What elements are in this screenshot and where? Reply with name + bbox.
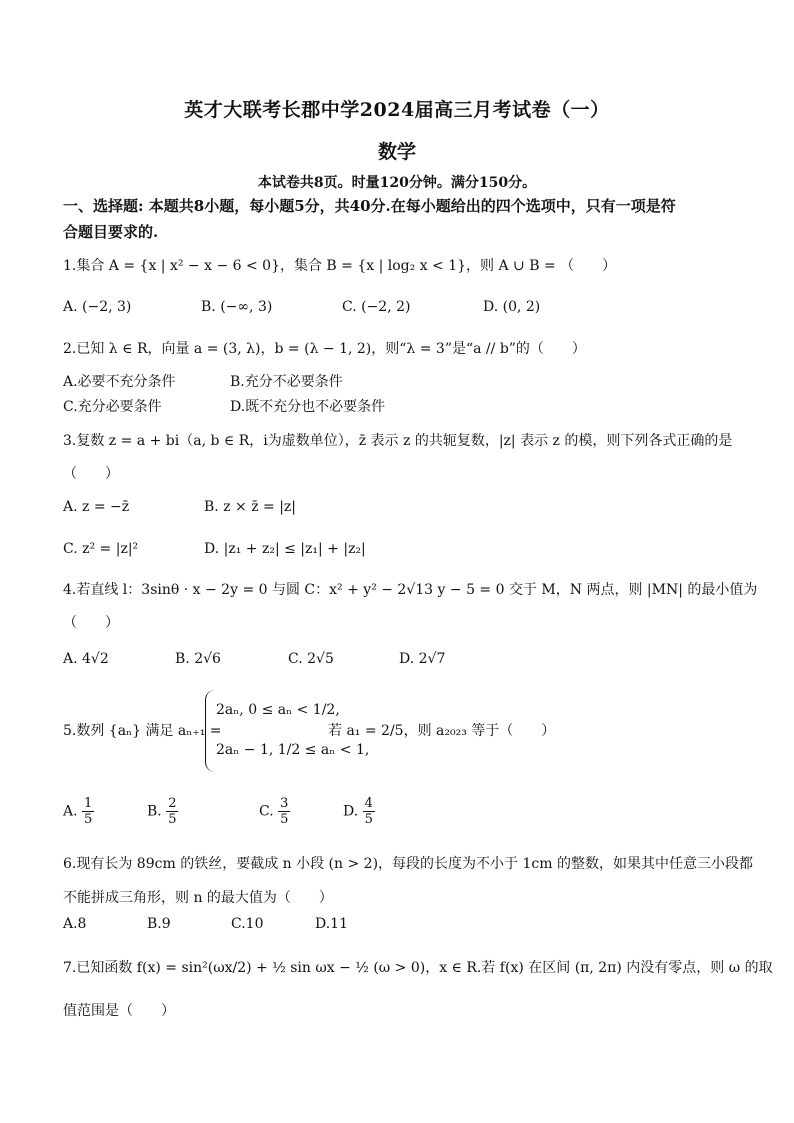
exam-title: 英才大联考长郡中学2024届高三月考试卷（一） [184,99,610,121]
q5-option-b-fraction: $\frac{2}{5}$ [168,796,177,827]
q3-option-c: C. z² = |z|² [63,541,139,557]
q5-option-a-fraction: $\frac{1}{5}$ [84,796,93,827]
q6-option-d: D.11 [315,916,348,932]
exam-info: 本试卷共8页。时量120分钟。满分150分。 [257,175,537,191]
q4-option-a: A. 4√2 [63,651,109,667]
q1-option-d: D. (0, 2) [483,299,541,315]
q1-option-c: C. (−2, 2) [342,299,411,315]
q4-option-c: C. 2√5 [288,651,334,667]
q5-case2: 2aₙ − 1, 1/2 ≤ aₙ < 1, [216,742,370,758]
q5-option-b: B. $\frac{2}{5}$ [147,796,177,827]
q7-stem-line2: 值范围是（ ） [63,1003,175,1019]
q3-stem-line1: 3.复数 z = a + bi（a, b ∈ R，i为虚数单位），z̄ 表示 z 的共轭复数，|z| 表示 z 的模，则下列各式正确的是 [63,433,733,449]
q3-option-d: D. |z₁ + z₂| ≤ |z₁| + |z₂| [204,541,366,557]
q7-stem-line1: 7.已知函数 f(x) = sin²(ωx/2) + ½ sin ωx − ½ (ω > 0)，x ∈ R.若 f(x) 在区间 (π, 2π) 内没有零点，则 ω 的取 [63,960,773,976]
q2-option-b: B.充分不必要条件 [230,374,343,390]
q6-option-b: B.9 [147,916,171,932]
q2-option-a: A.必要不充分条件 [63,374,176,390]
q2-stem: 2.已知 λ ∈ R，向量 a = (3, λ)，b = (λ − 1, 2)，则“λ = 3”是“a // b”的（ ） [63,341,586,357]
q2-option-d: D.既不充分也不必要条件 [230,399,386,415]
q5-option-a: A. $\frac{1}{5}$ [63,796,93,827]
q4-stem-line2: （ ） [63,615,119,631]
q5-option-d-fraction: $\frac{4}{5}$ [364,796,373,827]
q5-case1: 2aₙ, 0 ≤ aₙ < 1/2, [216,702,340,718]
section-heading-line2: 合题目要求的. [63,223,159,241]
q4-option-b: B. 2√6 [175,651,221,667]
q6-option-c: C.10 [231,916,264,932]
q5-option-c: C. $\frac{3}{5}$ [259,796,289,827]
q2-option-c: C.充分必要条件 [63,399,162,415]
q1-stem: 1.集合 A = {x | x² − x − 6 < 0}，集合 B = {x | log₂ x < 1}，则 A ∪ B = （ ） [63,258,617,274]
q5-tail: 若 a₁ = 2/5，则 a₂₀₂₃ 等于（ ） [328,723,556,739]
q1-option-b: B. (−∞, 3) [201,299,273,315]
q4-option-d: D. 2√7 [399,651,446,667]
q5-option-c-fraction: $\frac{3}{5}$ [280,796,289,827]
q6-stem-line1: 6.现有长为 89cm 的铁丝，要截成 n 小段 (n > 2)，每段的长度为不小于 1cm 的整数，如果其中任意三小段都 [63,856,753,872]
q5-brace [205,690,216,772]
q3-option-a: A. z = −z̄ [63,499,130,515]
q6-stem-line2: 不能拼成三角形，则 n 的最大值为（ ） [63,890,333,906]
q5-lead: 5.数列 {aₙ} 满足 aₙ₊₁ = [63,723,222,739]
q3-stem-line2: （ ） [63,466,119,482]
q5-option-d: D. $\frac{4}{5}$ [343,796,373,827]
q4-stem-line1: 4.若直线 l：3sinθ · x − 2y = 0 与圆 C：x² + y² − 2√13 y − 5 = 0 交于 M，N 两点，则 |MN| 的最小值为 [63,582,758,598]
q6-option-a: A.8 [63,916,87,932]
section-heading-line1: 一、选择题: 本题共8小题，每小题5分，共40分.在每小题给出的四个选项中，只有一项是符 [63,197,676,215]
q3-option-b: B. z × z̄ = |z| [204,499,297,515]
subject-title: 数学 [377,141,416,163]
q5-stem [63,690,713,774]
q1-option-a: A. (−2, 3) [63,299,132,315]
